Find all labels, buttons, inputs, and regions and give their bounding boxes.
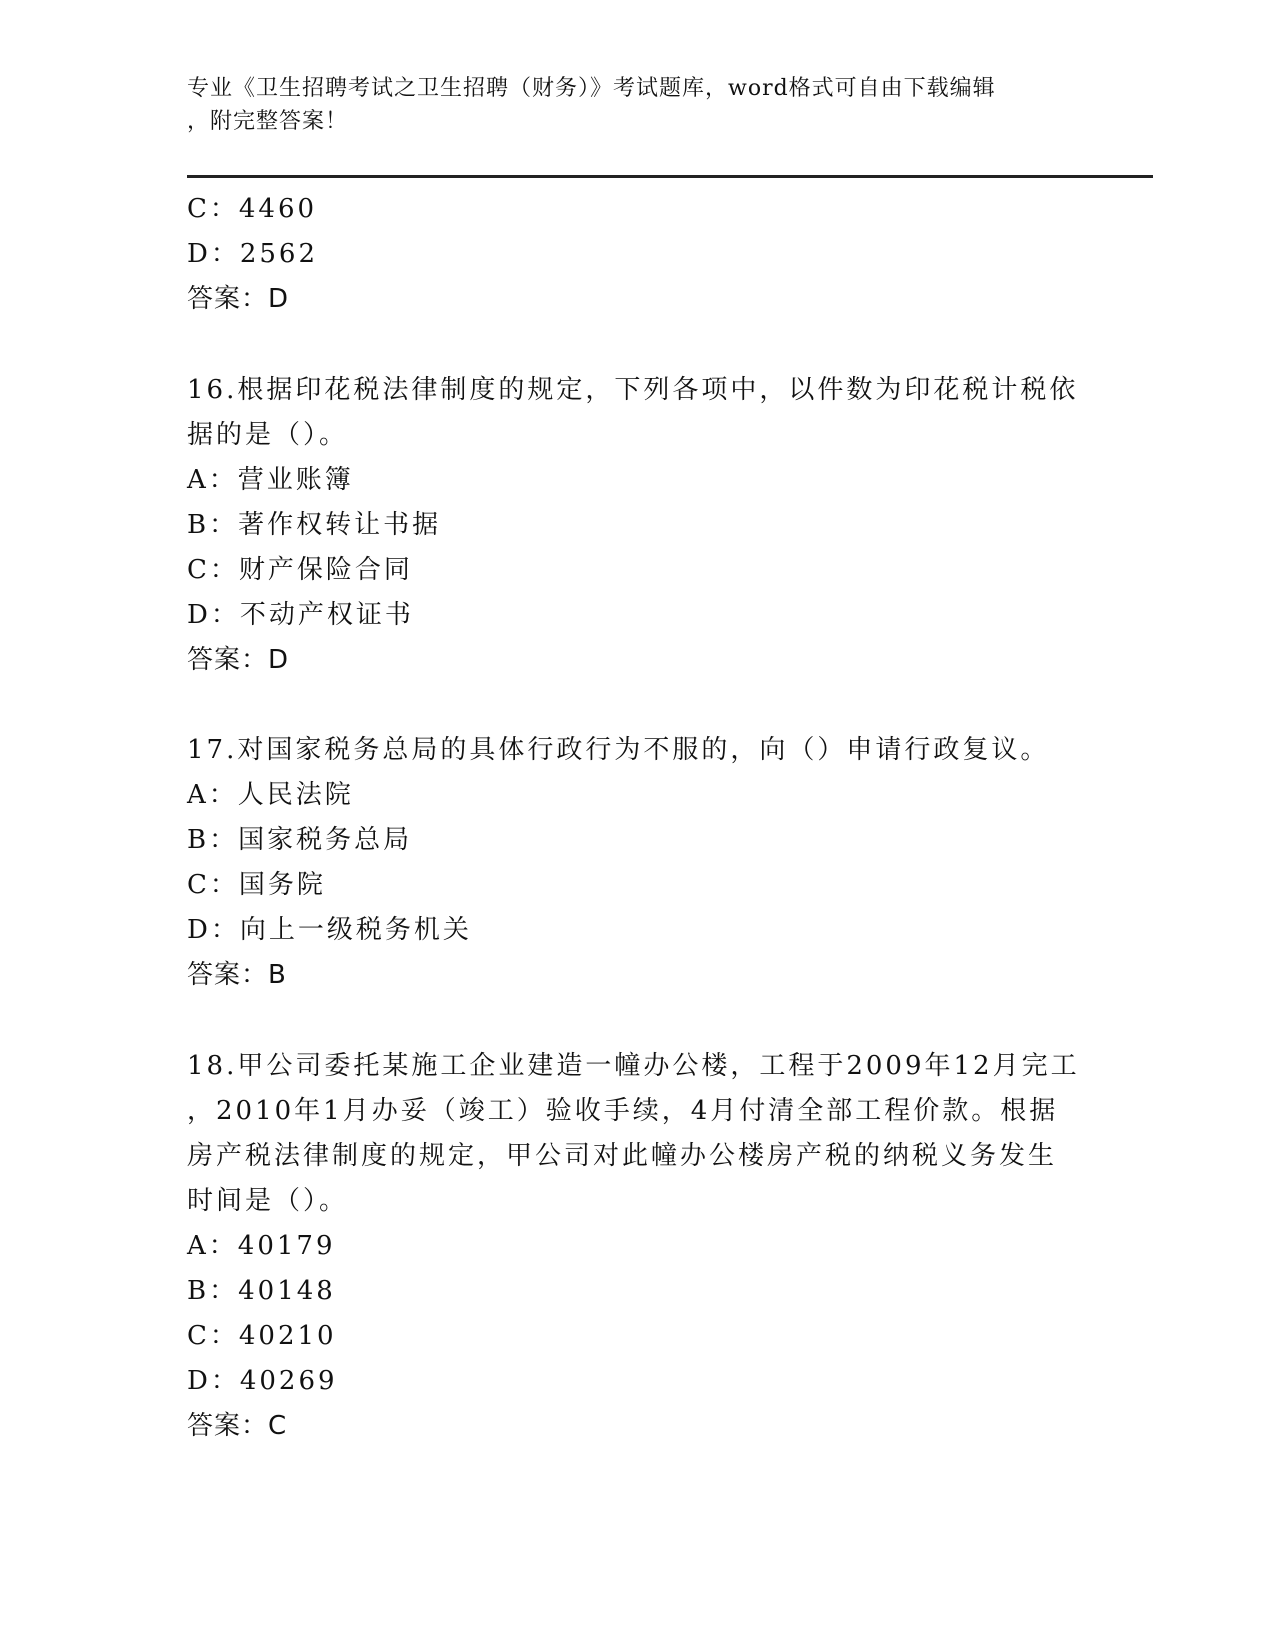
q18-stem-line-1: 18.甲公司委托某施工企业建造一幢办公楼，工程于2009年12月完工 — [187, 1051, 1080, 1081]
q16-stem-line-2: 据的是（）。 — [187, 420, 349, 450]
q18-answer: 答案：C — [187, 1411, 288, 1441]
q16-option-c: C：财产保险合同 — [187, 555, 413, 585]
q17-stem-line-1: 17.对国家税务总局的具体行政行为不服的，向（）申请行政复议。 — [187, 735, 1050, 765]
header-line-2: ，附完整答案！ — [187, 109, 349, 134]
q18-stem-line-3: 房产税法律制度的规定，甲公司对此幢办公楼房产税的纳税义务发生 — [187, 1141, 1058, 1171]
q18-option-b: B：40148 — [187, 1276, 336, 1306]
q17-option-c: C：国务院 — [187, 870, 326, 900]
q17-option-b: B：国家税务总局 — [187, 825, 413, 855]
page-header — [187, 72, 1067, 138]
q15-option-d: D：2562 — [187, 239, 319, 269]
q18-option-c: C：40210 — [187, 1321, 337, 1351]
q16-stem-line-1: 16.根据印花税法律制度的规定，下列各项中，以件数为印花税计税依 — [187, 375, 1079, 405]
q18-stem-line-4: 时间是（）。 — [187, 1186, 349, 1216]
header-line-1: 专业《卫生招聘考试之卫生招聘（财务）》考试题库，word格式可自由下载编辑 — [187, 76, 996, 101]
q17-answer: 答案：B — [187, 960, 287, 990]
q18-option-d: D：40269 — [187, 1366, 338, 1396]
q18-stem-line-2: ，2010年1月办妥（竣工）验收手续，4月付清全部工程价款。根据 — [187, 1096, 1059, 1126]
q18-option-a: A：40179 — [187, 1231, 336, 1261]
q16-option-b: B：著作权转让书据 — [187, 510, 442, 540]
q15-option-c: C：4460 — [187, 194, 318, 224]
header-divider — [187, 175, 1153, 178]
q16-option-d: D：不动产权证书 — [187, 600, 414, 630]
q16-option-a: A：营业账簿 — [187, 465, 354, 495]
q17-option-d: D：向上一级税务机关 — [187, 915, 472, 945]
q17-option-a: A：人民法院 — [187, 780, 354, 810]
q15-answer: 答案：D — [187, 284, 290, 314]
q16-answer: 答案：D — [187, 645, 290, 675]
